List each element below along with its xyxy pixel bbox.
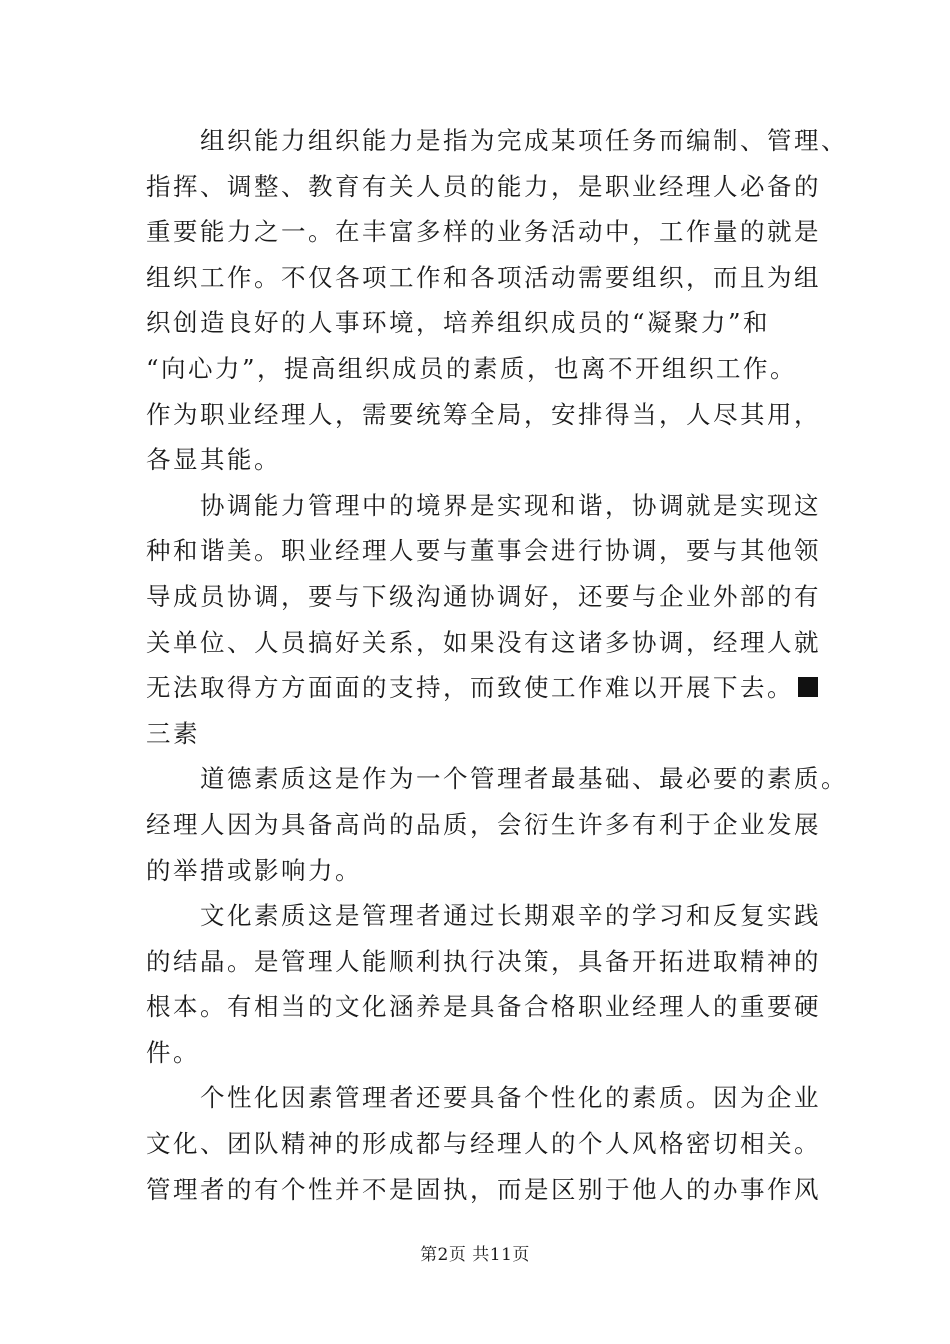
paragraph-line: 作为职业经理人，需要统筹全局，安排得当，人尽其用， xyxy=(146,399,821,429)
paragraph-line: 的结晶。是管理人能顺利执行决策，具备开拓进取精神的 xyxy=(146,946,821,976)
paragraph-line: 管理者的有个性并不是固执，而是区别于他人的办事作风 xyxy=(146,1174,821,1204)
paragraph-line: 个性化因素管理者还要具备个性化的素质。因为企业 xyxy=(200,1083,821,1113)
paragraph-line-text: 无法取得方方面面的支持，而致使工作难以开展下去。 xyxy=(146,673,794,703)
paragraph-line: 组织工作。不仅各项工作和各项活动需要组织，而且为组 xyxy=(146,262,821,292)
paragraph-line: 经理人因为具备高尚的品质，会衍生许多有利于企业发展 xyxy=(146,809,821,839)
paragraph-line: 织创造良好的人事环境，培养组织成员的“凝聚力”和 xyxy=(146,308,771,338)
paragraph-line: 关单位、人员搞好关系，如果没有这诸多协调，经理人就 xyxy=(146,627,821,657)
paragraph-line: 文化素质这是管理者通过长期艰辛的学习和反复实践 xyxy=(200,901,821,931)
paragraph-line: 文化、团队精神的形成都与经理人的个人风格密切相关。 xyxy=(146,1129,821,1159)
paragraph-line: 种和谐美。职业经理人要与董事会进行协调，要与其他领 xyxy=(146,536,821,566)
section-heading: 三素 xyxy=(146,718,200,748)
paragraph-line: 重要能力之一。在丰富多样的业务活动中，工作量的就是 xyxy=(146,217,821,247)
paragraph-line: 根本。有相当的文化涵养是具备合格职业经理人的重要硬 xyxy=(146,992,821,1022)
page-number-footer: 第2页 共11页 xyxy=(420,1245,530,1265)
paragraph-line: 的举措或影响力。 xyxy=(146,855,362,885)
paragraph-line: 各显其能。 xyxy=(146,445,281,475)
paragraph-line: 件。 xyxy=(146,1037,200,1067)
body-text xyxy=(146,118,848,1212)
paragraph-line: 道德素质这是作为一个管理者最基础、最必要的素质。 xyxy=(200,764,848,794)
paragraph-line: “向心力”，提高组织成员的素质，也离不开组织工作。 xyxy=(146,353,798,383)
paragraph-line: 协调能力管理中的境界是实现和谐，协调就是实现这 xyxy=(200,490,821,520)
paragraph-line-with-marker xyxy=(146,665,826,711)
paragraph-line: 指挥、调整、教育有关人员的能力，是职业经理人必备的 xyxy=(146,171,821,201)
paragraph-line: 导成员协调，要与下级沟通协调好，还要与企业外部的有 xyxy=(146,581,821,611)
black-square-icon xyxy=(798,677,818,697)
paragraph-line: 组织能力组织能力是指为完成某项任务而编制、管理、 xyxy=(200,126,848,155)
